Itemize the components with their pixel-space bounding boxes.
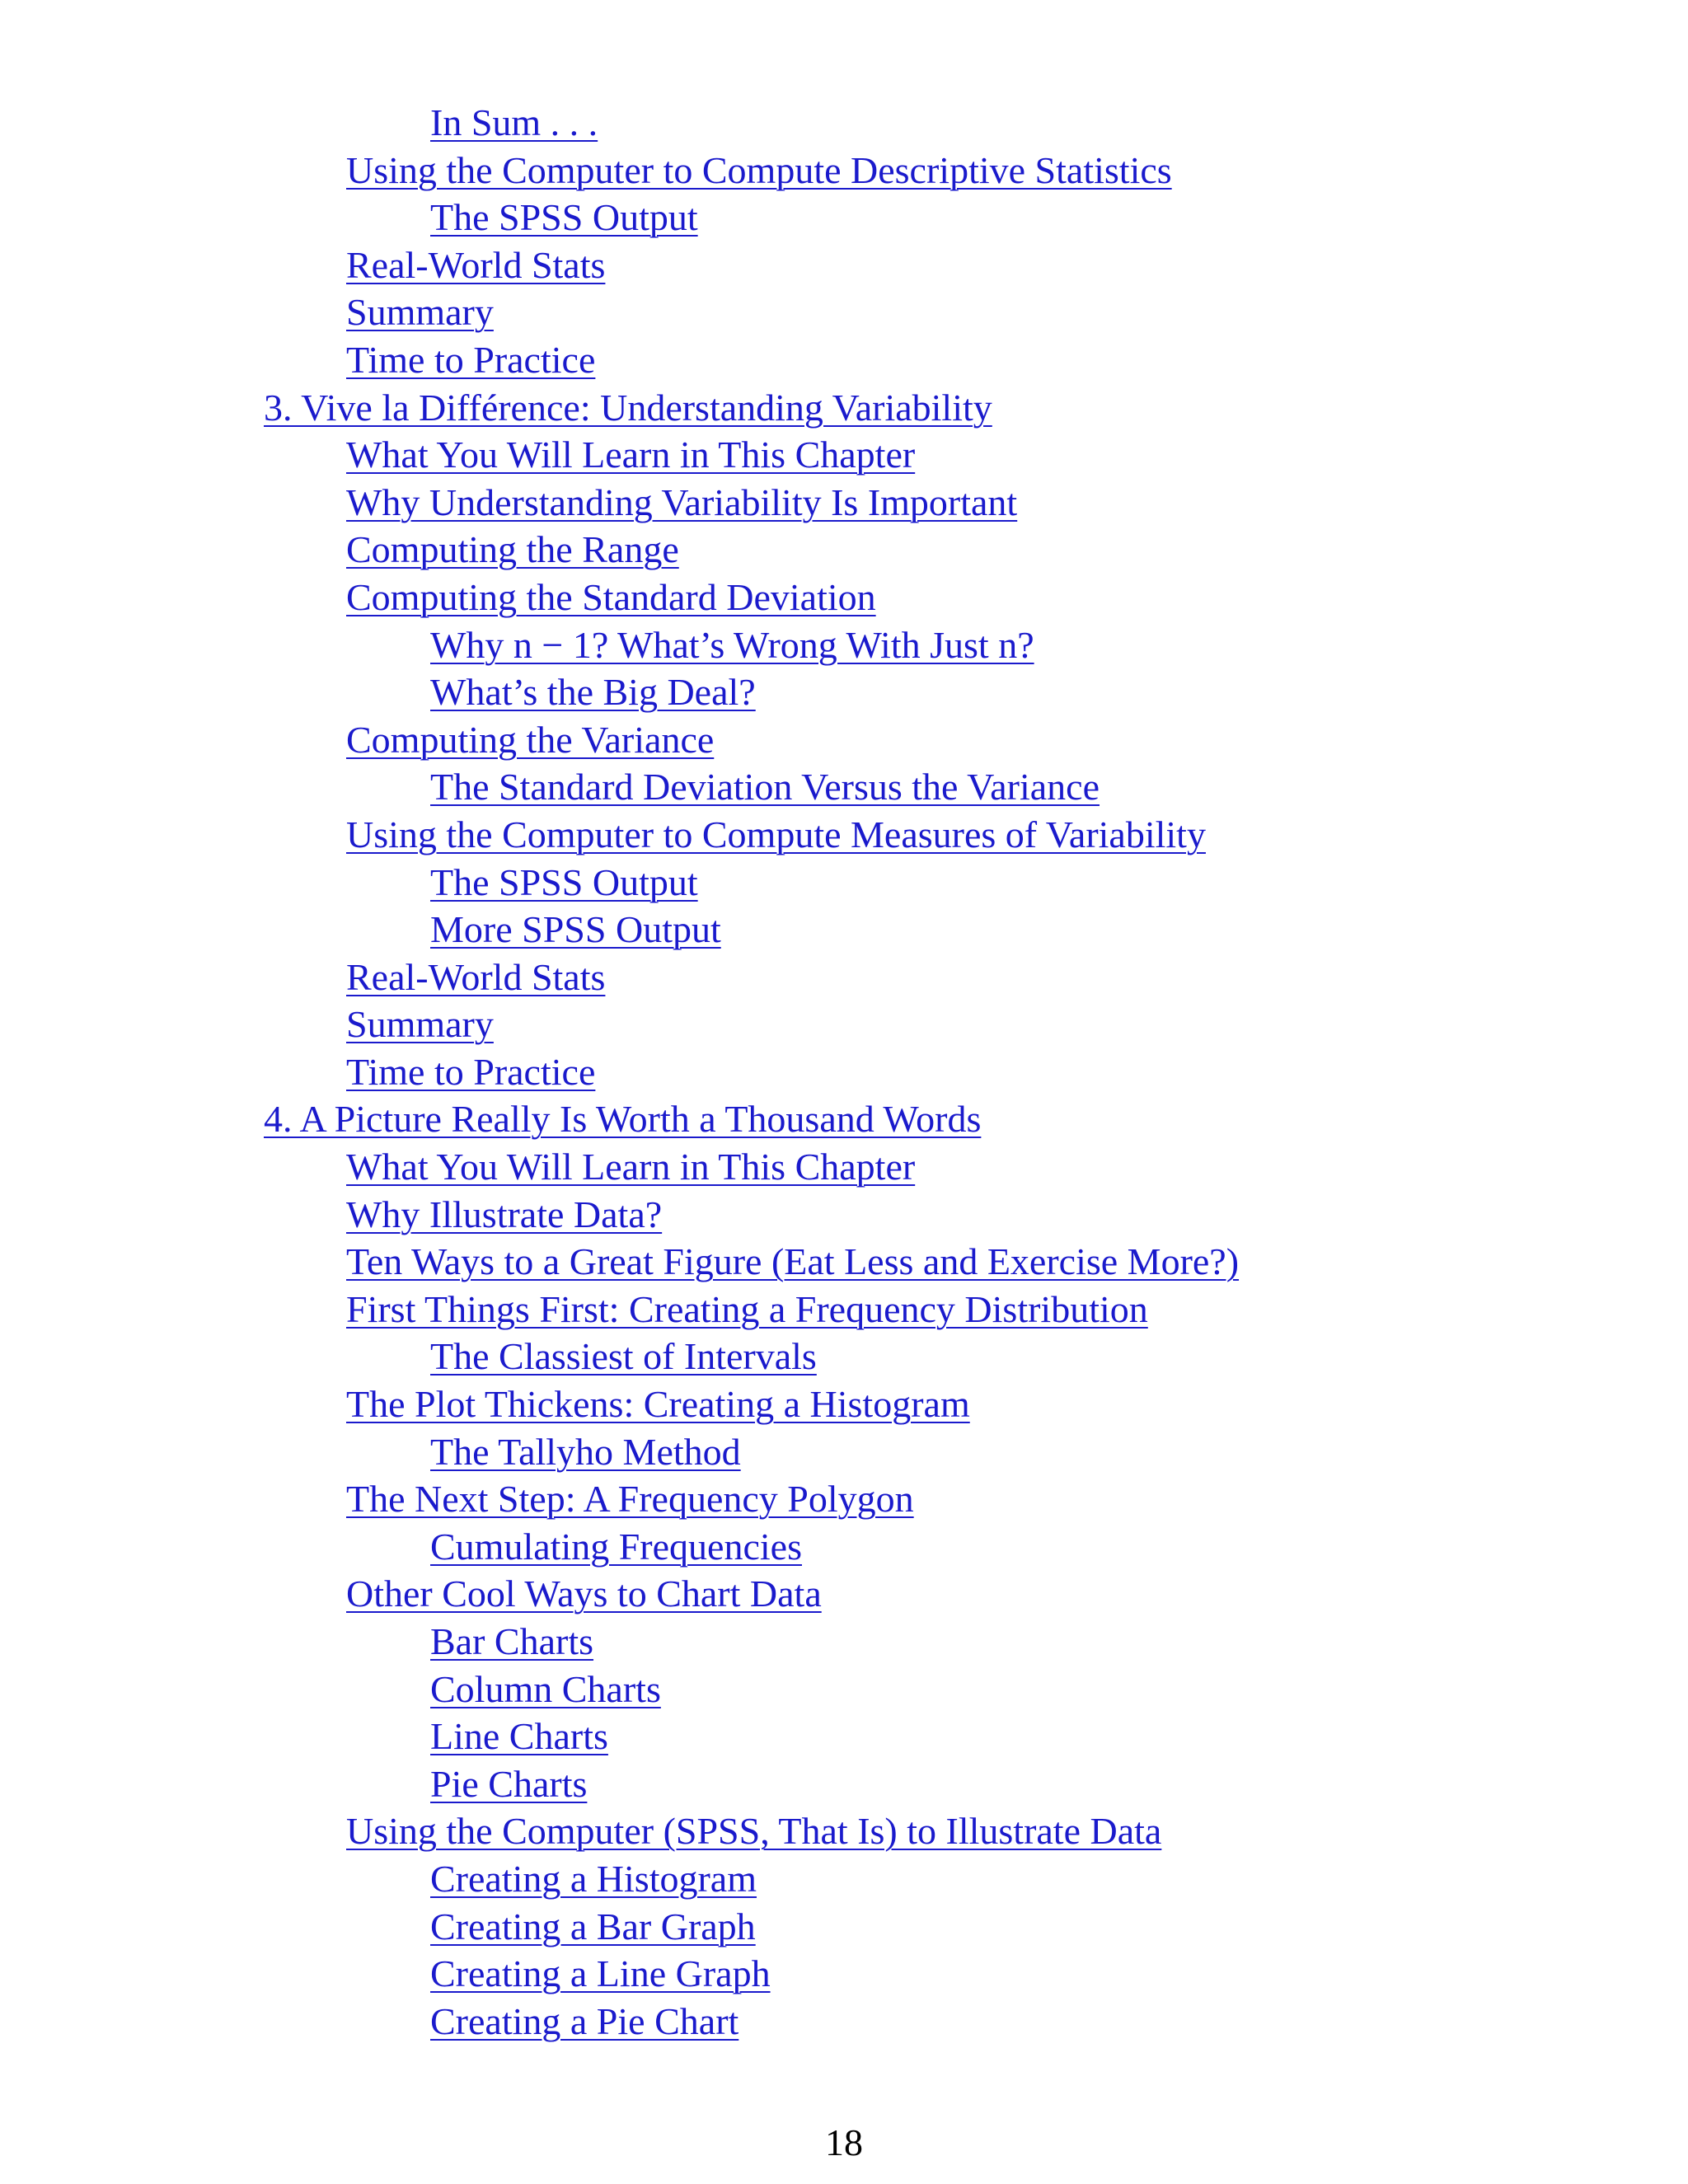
- toc-section-link[interactable]: The Classiest of Intervals: [430, 1335, 817, 1378]
- toc-entry: [0, 1001, 1688, 1048]
- toc-section-link[interactable]: Creating a Pie Chart: [430, 1999, 739, 2042]
- toc-chapter-link[interactable]: 3. Vive la Différence: Understanding Variability: [264, 386, 992, 429]
- toc-entry: [0, 1475, 1688, 1523]
- toc-section-link[interactable]: Real-World Stats: [346, 955, 606, 998]
- toc-entry: [0, 1191, 1688, 1239]
- toc-section-link[interactable]: Summary: [346, 291, 494, 334]
- toc-entry: [0, 288, 1688, 336]
- toc-section-link[interactable]: Why Understanding Variability Is Important: [346, 480, 1018, 523]
- page-number: 18: [825, 2121, 863, 2163]
- toc-section-link[interactable]: What You Will Learn in This Chapter: [346, 1146, 916, 1188]
- toc-section-link[interactable]: First Things First: Creating a Frequency Distribution: [346, 1287, 1148, 1330]
- toc-section-link[interactable]: Using the Computer to Compute Descriptive Statistics: [346, 148, 1172, 191]
- toc-chapter-link[interactable]: 4. A Picture Really Is Worth a Thousand Words: [264, 1098, 982, 1141]
- toc-entry: [0, 954, 1688, 1001]
- toc-section-link[interactable]: Line Charts: [430, 1715, 608, 1758]
- toc-section-link[interactable]: Computing the Range: [346, 528, 679, 571]
- toc-chapter-entry: [0, 1095, 1688, 1143]
- table-of-contents: [0, 99, 1688, 2045]
- toc-chapter-entry: [0, 384, 1688, 432]
- toc-section-link[interactable]: Pie Charts: [430, 1762, 588, 1805]
- toc-section-link[interactable]: Time to Practice: [346, 1050, 596, 1093]
- toc-entry: [0, 1380, 1688, 1428]
- toc-section-link[interactable]: Creating a Bar Graph: [430, 1905, 756, 1947]
- toc-entry: [0, 1333, 1688, 1380]
- toc-entry: [0, 1143, 1688, 1191]
- toc-section-link[interactable]: The SPSS Output: [430, 860, 698, 903]
- toc-section-link[interactable]: What’s the Big Deal?: [430, 671, 756, 714]
- toc-entry: [0, 1523, 1688, 1571]
- toc-entry: [0, 1238, 1688, 1286]
- toc-entry: [0, 241, 1688, 289]
- toc-entry: [0, 194, 1688, 241]
- toc-section-link[interactable]: Bar Charts: [430, 1620, 594, 1662]
- toc-section-link[interactable]: Real-World Stats: [346, 243, 606, 286]
- toc-entry: [0, 1713, 1688, 1760]
- toc-entry: [0, 1998, 1688, 2046]
- toc-section-link[interactable]: Using the Computer (SPSS, That Is) to Illustrate Data: [346, 1810, 1162, 1853]
- toc-entry: [0, 1618, 1688, 1666]
- toc-entry: [0, 1855, 1688, 1903]
- toc-entry: [0, 1666, 1688, 1713]
- toc-section-link[interactable]: Ten Ways to a Great Figure (Eat Less and Exercise More?): [346, 1240, 1240, 1283]
- toc-section-link[interactable]: Computing the Standard Deviation: [346, 575, 876, 618]
- toc-entry: [0, 574, 1688, 621]
- toc-section-link[interactable]: The Standard Deviation Versus the Variance: [430, 766, 1100, 808]
- toc-entry: [0, 668, 1688, 716]
- toc-section-link[interactable]: More SPSS Output: [430, 908, 721, 951]
- toc-section-link[interactable]: The Plot Thickens: Creating a Histogram: [346, 1383, 970, 1426]
- toc-section-link[interactable]: Other Cool Ways to Chart Data: [346, 1572, 822, 1615]
- toc-entry: [0, 1760, 1688, 1808]
- toc-section-link[interactable]: The Next Step: A Frequency Polygon: [346, 1478, 914, 1521]
- toc-entry: [0, 431, 1688, 479]
- toc-section-link[interactable]: Creating a Histogram: [430, 1857, 757, 1900]
- toc-entry: [0, 1286, 1688, 1333]
- toc-entry: [0, 621, 1688, 669]
- toc-section-link[interactable]: The Tallyho Method: [430, 1430, 741, 1473]
- toc-section-link[interactable]: In Sum . . .: [430, 101, 598, 143]
- toc-entry: [0, 906, 1688, 954]
- toc-section-link[interactable]: Why n − 1? What’s Wrong With Just n?: [430, 623, 1034, 666]
- toc-section-link[interactable]: What You Will Learn in This Chapter: [346, 434, 916, 476]
- toc-section-link[interactable]: Computing the Variance: [346, 718, 715, 761]
- toc-section-link[interactable]: The SPSS Output: [430, 196, 698, 239]
- toc-section-link[interactable]: Creating a Line Graph: [430, 1952, 771, 1995]
- toc-section-link[interactable]: Cumulating Frequencies: [430, 1525, 802, 1568]
- toc-entry: [0, 1428, 1688, 1476]
- toc-entry: [0, 859, 1688, 907]
- toc-section-link[interactable]: Column Charts: [430, 1667, 661, 1710]
- toc-section-link[interactable]: Time to Practice: [346, 338, 596, 381]
- toc-entry: [0, 1950, 1688, 1998]
- toc-entry: [0, 716, 1688, 764]
- toc-entry: [0, 1807, 1688, 1855]
- toc-entry: [0, 336, 1688, 384]
- toc-entry: [0, 811, 1688, 859]
- toc-entry: [0, 1903, 1688, 1951]
- toc-section-link[interactable]: Summary: [346, 1003, 494, 1046]
- toc-entry: [0, 1048, 1688, 1096]
- toc-section-link[interactable]: Why Illustrate Data?: [346, 1193, 663, 1235]
- toc-entry: [0, 479, 1688, 527]
- toc-entry: [0, 763, 1688, 811]
- toc-entry: [0, 526, 1688, 574]
- toc-entry: [0, 147, 1688, 194]
- toc-entry: [0, 99, 1688, 147]
- toc-entry: [0, 1570, 1688, 1618]
- toc-section-link[interactable]: Using the Computer to Compute Measures of Variability: [346, 813, 1206, 855]
